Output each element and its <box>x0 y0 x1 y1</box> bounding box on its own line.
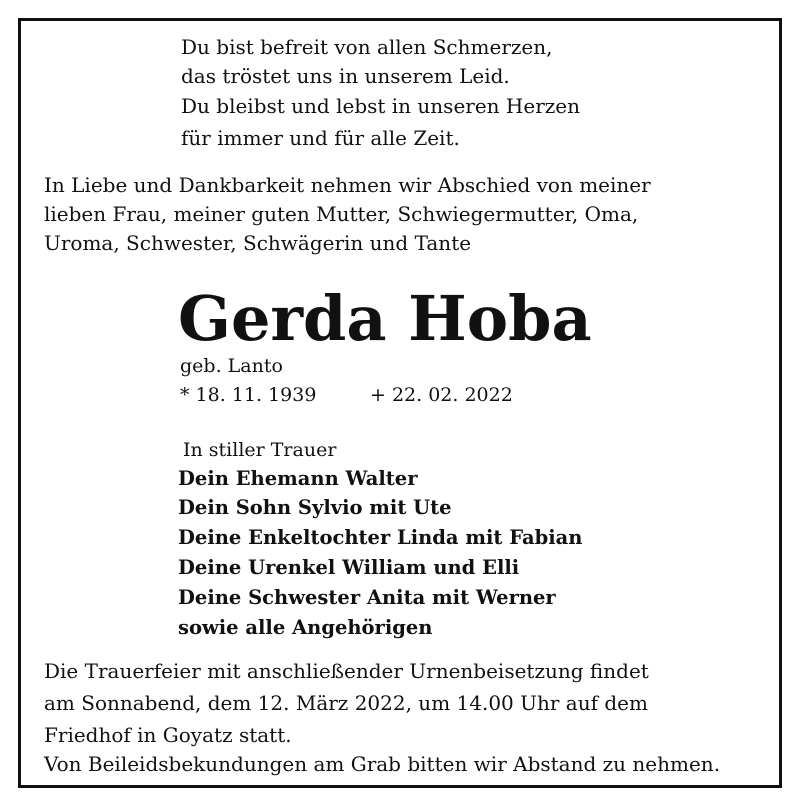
mourner: Deine Urenkel William und Elli <box>178 556 520 579</box>
deceased-name: Gerda Hoba <box>178 282 592 355</box>
mourner: Dein Sohn Sylvio mit Ute <box>178 496 452 519</box>
mourner: sowie alle Angehörigen <box>178 616 433 639</box>
intro-line: Uroma, Schwester, Schwägerin und Tante <box>44 231 472 255</box>
birth-date: * 18. 11. 1939 <box>180 384 317 406</box>
notice-line: am Sonnabend, dem 12. März 2022, um 14.00 Uhr auf dem <box>44 691 648 715</box>
notice-line: Friedhof in Goyatz statt. <box>44 723 292 747</box>
intro-line: lieben Frau, meiner guten Mutter, Schwiegermutter, Oma, <box>44 202 639 226</box>
mourning-heading: In stiller Trauer <box>183 439 337 461</box>
mourner: Deine Enkeltochter Linda mit Fabian <box>178 526 583 549</box>
mourner: Dein Ehemann Walter <box>178 467 418 490</box>
death-date: + 22. 02. 2022 <box>370 384 513 406</box>
mourner: Deine Schwester Anita mit Werner <box>178 586 556 609</box>
intro-line: In Liebe und Dankbarkeit nehmen wir Abschied von meiner <box>44 173 651 197</box>
maiden-name: geb. Lanto <box>180 355 283 377</box>
poem-line: Du bist befreit von allen Schmerzen, <box>181 35 553 59</box>
notice-line: Von Beileidsbekundungen am Grab bitten wir Abstand zu nehmen. <box>44 752 721 776</box>
poem-line: für immer und für alle Zeit. <box>181 126 460 150</box>
notice-line: Die Trauerfeier mit anschließender Urnenbeisetzung findet <box>44 659 649 683</box>
poem-line: das tröstet uns in unserem Leid. <box>181 64 510 88</box>
poem-line: Du bleibst und lebst in unseren Herzen <box>181 94 581 118</box>
